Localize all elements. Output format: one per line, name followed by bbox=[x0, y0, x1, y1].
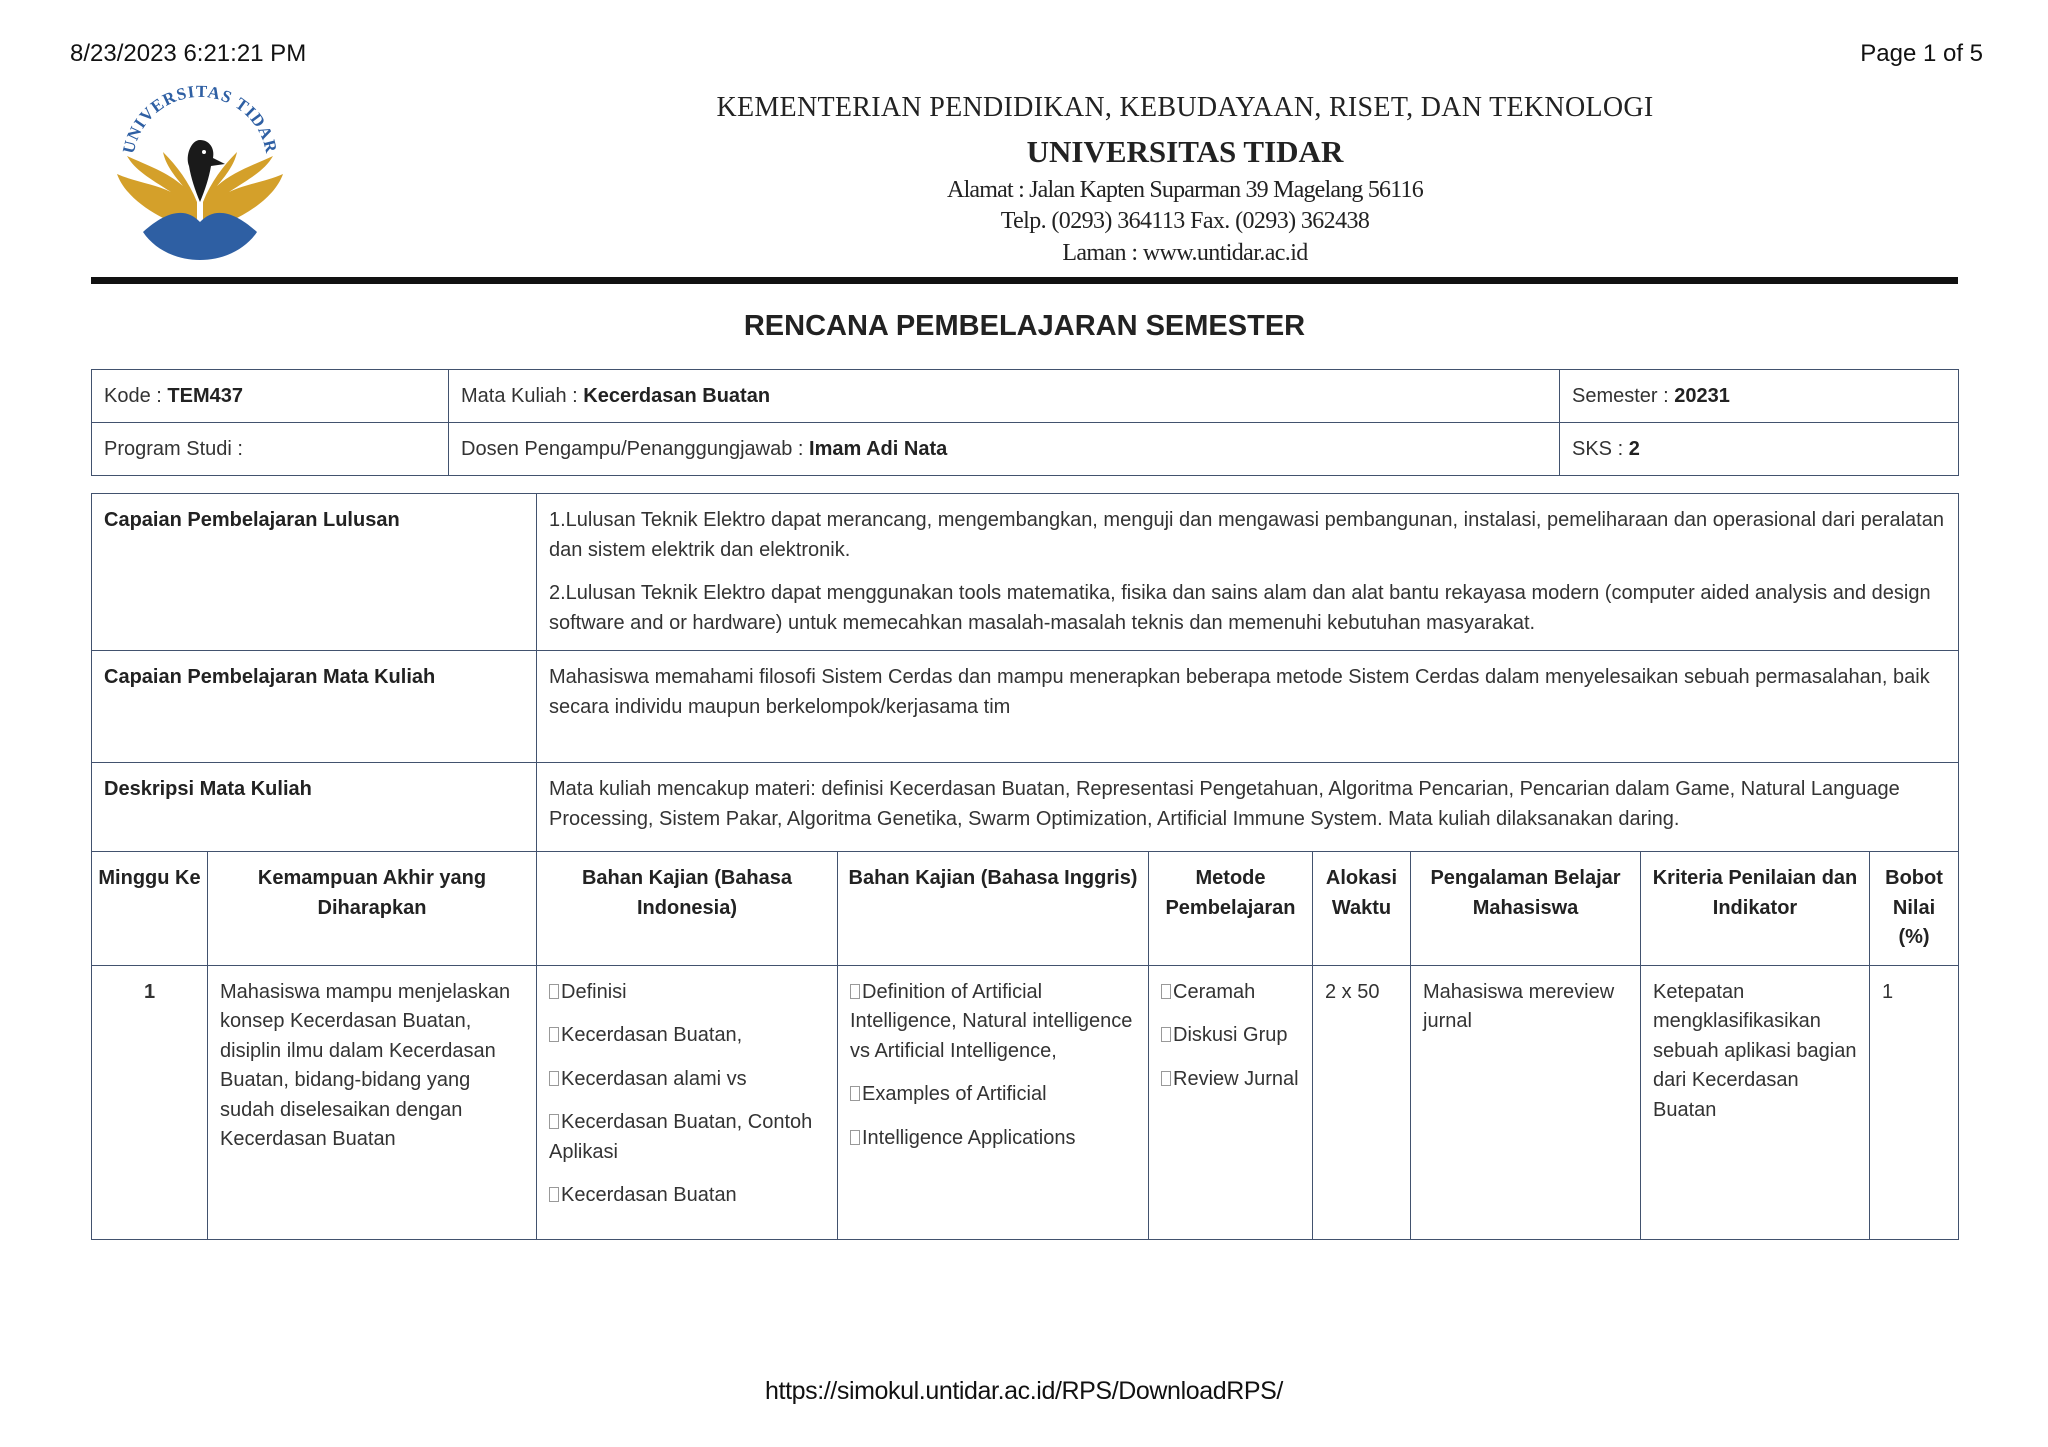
mata-kuliah-label: Mata Kuliah : bbox=[461, 384, 584, 407]
missing-glyph-icon bbox=[549, 984, 559, 999]
course-info-row bbox=[92, 370, 1959, 423]
missing-glyph-icon bbox=[850, 1086, 860, 1101]
metode-item-text: Review Jurnal bbox=[1173, 1067, 1299, 1090]
bahan-item bbox=[549, 1065, 825, 1095]
deskripsi-content: Mata kuliah mencakup materi: definisi Kecerdasan Buatan, Representasi Pengetahuan, Algoritma Pencarian, Pencarian dalam Game, Natural Language Processing, Sistem Pakar, Algoritma Genetika, Swarm Optimization, Artificial Immune System. Mata kuliah dilaksanakan daring. bbox=[537, 763, 1959, 852]
semester-cell bbox=[1560, 370, 1959, 423]
bahan-item bbox=[549, 1108, 825, 1167]
dosen-value: Imam Adi Nata bbox=[809, 437, 948, 460]
missing-glyph-icon bbox=[850, 1130, 860, 1145]
bahan-item bbox=[850, 1124, 1136, 1154]
sks-value: 2 bbox=[1628, 437, 1640, 460]
header-divider bbox=[91, 277, 1958, 284]
university-website: Laman : www.untidar.ac.id bbox=[1062, 240, 1308, 266]
missing-glyph-icon bbox=[1161, 1071, 1171, 1086]
cpl-item: 1.Lulusan Teknik Elektro dapat merancang, mengembangkan, menguji dan mengawasi pembangunan, instalasi, pemeliharaan dan operasional dari peralatan dan sistem elektrik dan elektronik. bbox=[549, 509, 1944, 561]
dosen-label: Dosen Pengampu/Penanggungjawab : bbox=[461, 437, 810, 460]
pengalaman-cell: Mahasiswa mereview jurnal bbox=[1411, 965, 1641, 1239]
bahan-item-text: Kecerdasan alami vs bbox=[561, 1067, 747, 1090]
university-name: UNIVERSITAS TIDAR bbox=[1026, 134, 1344, 169]
bahan-item-text: Kecerdasan Buatan, Contoh Aplikasi bbox=[549, 1111, 813, 1163]
bahan-item-text: Kecerdasan Buatan, bbox=[561, 1024, 743, 1046]
cpmk-content: Mahasiswa memahami filosofi Sistem Cerdas dan mampu menerapkan beberapa metode Sistem Cerdas dalam menyelesaikan sebuah permasalahan, baik secara individu maupun berkelompok/kerjasama tim bbox=[537, 651, 1959, 763]
col-header-kemampuan: Kemampuan Akhir yang Diharapkan bbox=[208, 852, 537, 966]
col-header-bahan-inggris: Bahan Kajian (Bahasa Inggris) bbox=[838, 852, 1149, 966]
col-header-bahan-indonesia: Bahan Kajian (Bahasa Indonesia) bbox=[537, 852, 838, 966]
bahan-item bbox=[549, 1021, 825, 1051]
kemampuan-cell: Mahasiswa mampu menjelaskan konsep Kecerdasan Buatan, disiplin ilmu dalam Kecerdasan Buatan, bidang-bidang yang sudah diselesaikan dengan Kecerdasan Buatan bbox=[208, 965, 537, 1239]
semester-value: 20231 bbox=[1674, 384, 1730, 407]
sks-label: SKS : bbox=[1572, 437, 1629, 460]
missing-glyph-icon bbox=[850, 984, 860, 999]
missing-glyph-icon bbox=[549, 1071, 559, 1086]
metode-item bbox=[1161, 1065, 1300, 1095]
col-header-metode: Metode Pembelajaran bbox=[1149, 852, 1313, 966]
bahan-item-text: Intelligence Applications bbox=[862, 1126, 1076, 1149]
cpl-label: Capaian Pembelajaran Lulusan bbox=[92, 494, 537, 651]
cpl-item: 2.Lulusan Teknik Elektro dapat menggunakan tools matematika, fisika dan sains alam dan alat bantu rekayasa modern (computer aided analysis and design software and or hardware) untuk memecahkan masalah-masalah teknis dan memenuhi kebutuhan masyarakat. bbox=[549, 582, 1931, 634]
kode-label: Kode : bbox=[104, 384, 168, 407]
schedule-row bbox=[92, 965, 1959, 1239]
missing-glyph-icon bbox=[549, 1027, 559, 1042]
page-number: Page 1 of 5 bbox=[1860, 40, 1983, 67]
kriteria-cell: Ketepatan mengklasifikasikan sebuah aplikasi bagian dari Kecerdasan Buatan bbox=[1641, 965, 1870, 1239]
schedule-header-row bbox=[92, 852, 1959, 966]
deskripsi-label: Deskripsi Mata Kuliah bbox=[92, 763, 537, 852]
mata-kuliah-value: Kecerdasan Buatan bbox=[583, 384, 771, 407]
bahan-item bbox=[549, 1181, 825, 1211]
bahan-item-text: Definisi bbox=[561, 980, 627, 1003]
col-header-bobot: Bobot Nilai (%) bbox=[1870, 852, 1959, 966]
footer-url: https://simokul.untidar.ac.id/RPS/DownloadRPS/ bbox=[765, 1377, 1283, 1405]
bahan-item-text: Examples of Artificial bbox=[862, 1083, 1047, 1105]
bahan-item bbox=[549, 978, 825, 1008]
cpmk-label: Capaian Pembelajaran Mata Kuliah bbox=[92, 651, 537, 763]
missing-glyph-icon bbox=[1161, 984, 1171, 999]
semester-label: Semester : bbox=[1572, 384, 1675, 407]
col-header-kriteria: Kriteria Penilaian dan Indikator bbox=[1641, 852, 1870, 966]
dosen-cell bbox=[449, 423, 1560, 476]
col-header-pengalaman: Pengalaman Belajar Mahasiswa bbox=[1411, 852, 1641, 966]
missing-glyph-icon bbox=[549, 1187, 559, 1202]
metode-item bbox=[1161, 1021, 1300, 1051]
university-address: Alamat : Jalan Kapten Suparman 39 Magelang 56116 bbox=[947, 177, 1423, 203]
cpl-content bbox=[537, 494, 1959, 651]
kode-value: TEM437 bbox=[167, 384, 243, 407]
minggu-cell: 1 bbox=[92, 965, 208, 1239]
rps-main-table bbox=[91, 493, 1959, 1240]
university-logo bbox=[105, 82, 295, 262]
metode-cell bbox=[1149, 965, 1313, 1239]
bahan-item-text: Definition of Artificial Intelligence, Natural intelligence vs Artificial Intelligence, bbox=[850, 980, 1133, 1062]
bahan-item bbox=[850, 978, 1136, 1067]
program-studi-label: Program Studi : bbox=[104, 437, 243, 460]
bobot-cell: 1 bbox=[1870, 965, 1959, 1239]
ministry-name: KEMENTERIAN PENDIDIKAN, KEBUDAYAAN, RISET, DAN TEKNOLOGI bbox=[716, 92, 1654, 123]
col-header-minggu: Minggu Ke bbox=[92, 852, 208, 966]
metode-item bbox=[1161, 978, 1300, 1008]
missing-glyph-icon bbox=[549, 1114, 559, 1129]
metode-item-text: Diskusi Grup bbox=[1173, 1024, 1288, 1046]
course-info-row bbox=[92, 423, 1959, 476]
university-phone: Telp. (0293) 364113 Fax. (0293) 362438 bbox=[1000, 208, 1370, 234]
sks-cell bbox=[1560, 423, 1959, 476]
col-header-alokasi: Alokasi Waktu bbox=[1313, 852, 1411, 966]
bahan-inggris-cell bbox=[838, 965, 1149, 1239]
missing-glyph-icon bbox=[1161, 1027, 1171, 1042]
metode-item-text: Ceramah bbox=[1173, 980, 1256, 1003]
print-date: 8/23/2023 6:21:21 PM bbox=[70, 40, 307, 67]
cpmk-row bbox=[92, 651, 1959, 763]
course-info-table bbox=[91, 369, 1959, 476]
alokasi-cell: 2 x 50 bbox=[1313, 965, 1411, 1239]
bahan-indonesia-cell bbox=[537, 965, 838, 1239]
program-studi-cell bbox=[92, 423, 449, 476]
mata-kuliah-cell bbox=[449, 370, 1560, 423]
svg-text:UNIVERSITAS TIDAR: UNIVERSITAS TIDAR bbox=[118, 82, 282, 156]
cpl-row bbox=[92, 494, 1959, 651]
bahan-item-text: Kecerdasan Buatan bbox=[561, 1184, 737, 1206]
bahan-item bbox=[850, 1080, 1136, 1110]
kode-cell bbox=[92, 370, 449, 423]
deskripsi-row bbox=[92, 763, 1959, 852]
document-title: RENCANA PEMBELAJARAN SEMESTER bbox=[743, 310, 1306, 342]
